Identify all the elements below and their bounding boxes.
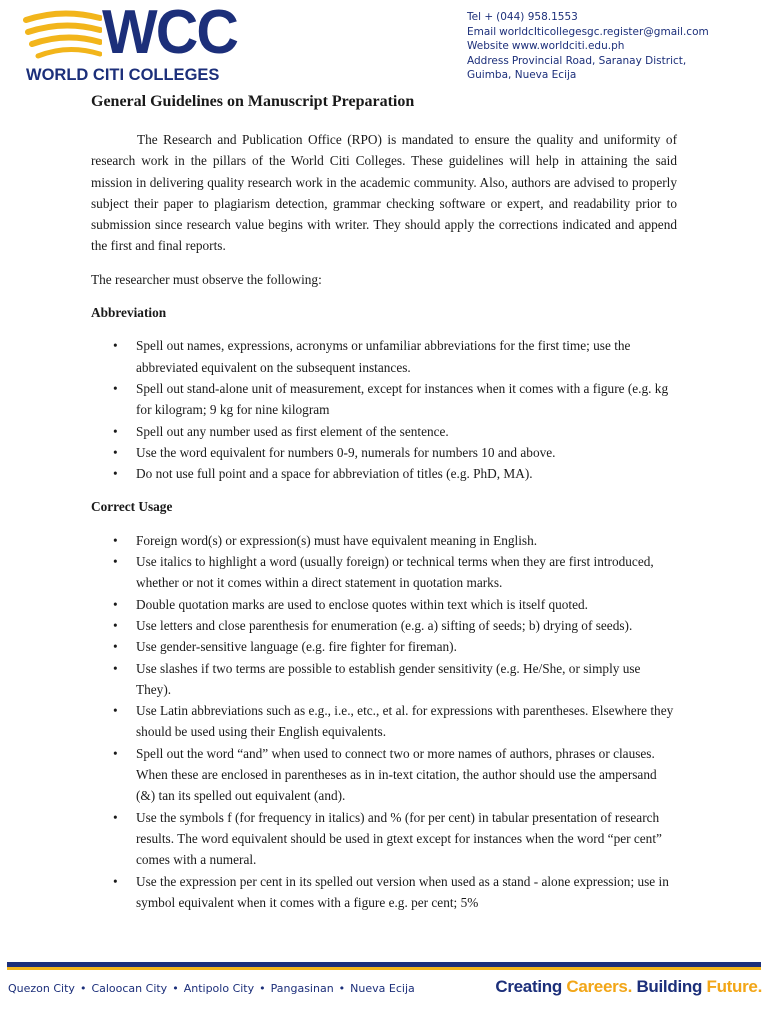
campus-name: Quezon City: [8, 982, 75, 995]
logo-wordmark: WCC: [102, 0, 237, 67]
contact-address-line-2: Guimba, Nueva Ecija: [467, 69, 577, 81]
bullet-separator: •: [338, 982, 346, 995]
section-heading-correct-usage: Correct Usage: [91, 499, 173, 515]
address-label: Address: [467, 54, 509, 67]
college-logo: [22, 0, 262, 88]
footer-campus-list: [8, 982, 415, 995]
list-item: • Spell out stand-alone unit of measurement, except for instances when it comes with a figure (e.g. kg for kilogram; 9 kg for nine kilogram: [91, 378, 677, 421]
contact-block: [467, 10, 757, 83]
college-name: WORLD CITI COLLEGES: [26, 66, 220, 84]
tagline-word: Creating: [495, 977, 562, 996]
document-content: [91, 129, 677, 925]
list-item: • Use the symbols f (for frequency in italics) and % (for per cent) in tabular presentation of research results. The word equivalent should be used in gtext except for instances when the word “per cent” comes with a numeral.: [91, 807, 677, 871]
list-item: • Use italics to highlight a word (usually foreign) or technical terms when they are first introduced, whether or not it comes within a direct statement in quotation marks.: [91, 551, 677, 594]
list-item: • Foreign word(s) or expression(s) must have equivalent meaning in English.: [91, 530, 677, 551]
email-label: Email: [467, 25, 497, 38]
tagline-word: Future.: [706, 977, 762, 996]
abbreviation-list: [91, 335, 677, 484]
email-value[interactable]: worldcIticollegesgc.register@gmail.com: [499, 25, 709, 38]
correct-usage-list: [91, 530, 677, 913]
telephone-label: Tel +: [467, 11, 494, 23]
intro-paragraph: The Research and Publication Office (RPO) is mandated to ensure the quality and uniformity of research work in the pillars of the World Citi Colleges. These guidelines will help in attaining the said mission in delivering quality research work in the academic community. Also, authors are advised to properly subject their paper to plagiarism detection, grammar checking software or expert, and readability prior to submission since research value begins with writer. They should apply the corrections indicated and append the first and final reports.: [91, 132, 677, 254]
document-title: General Guidelines on Manuscript Preparation: [91, 93, 415, 110]
list-item: • Use letters and close parenthesis for enumeration (e.g. a) sifting of seeds; b) drying of seeds).: [91, 615, 677, 636]
list-item: • Use slashes if two terms are possible to establish gender sensitivity (e.g. He/She, or simply use They).: [91, 658, 677, 701]
bullet-separator: •: [259, 982, 266, 995]
tagline-word: Building: [636, 977, 703, 996]
contact-website: [467, 39, 757, 54]
list-item: • Use Latin abbreviations such as e.g., i.e., etc., et al. for expressions with parentheses. Elsewhere they should be used using their English equivalents.: [91, 700, 677, 743]
contact-address: [467, 54, 757, 69]
address-line-1: Provincial Road, Saranay District,: [511, 54, 687, 67]
section-heading-abbreviation: Abbreviation: [91, 305, 167, 321]
lead-sentence: The researcher must observe the following:: [91, 271, 322, 287]
list-item: • Do not use full point and a space for abbreviation of titles (e.g. PhD, MA).: [91, 463, 677, 484]
contact-telephone: [467, 10, 757, 25]
campus-name: Pangasinan: [270, 982, 334, 995]
footer-divider-gold: [7, 967, 761, 970]
list-item: • Spell out the word “and” when used to connect two or more names of authors, phrases or clauses. When these are enclosed in parentheses as in in-text citation, the author should use the ampersand (&) tan its spelled out equivalent (and).: [91, 743, 677, 807]
website-label: Website: [467, 40, 509, 52]
list-item: • Use gender-sensitive language (e.g. fire fighter for fireman).: [91, 636, 677, 657]
list-item: • Spell out any number used as first element of the sentence.: [91, 421, 677, 442]
contact-email: [467, 25, 757, 40]
footer-tagline: [495, 977, 762, 997]
bullet-separator: •: [172, 982, 179, 995]
telephone-value: (044) 958.1553: [496, 11, 578, 23]
list-item: • Double quotation marks are used to enclose quotes within text which is itself quoted.: [91, 594, 677, 615]
logo-swoosh-icon: [22, 10, 102, 62]
campus-name: Nueva Ecija: [350, 982, 415, 995]
list-item: • Spell out names, expressions, acronyms or unfamiliar abbreviations for the first time; use the abbreviated equivalent on the subsequent instances.: [91, 335, 677, 378]
website-link[interactable]: www.worldciti.edu.ph: [511, 40, 625, 52]
campus-name: Caloocan City: [91, 982, 168, 995]
list-item: • Use the word equivalent for numbers 0-9, numerals for numbers 10 and above.: [91, 442, 677, 463]
list-item: • Use the expression per cent in its spelled out version when used as a stand - alone expression; use in symbol equivalent when it comes with a figure e.g. per cent; 5%: [91, 871, 677, 914]
campus-name: Antipolo City: [183, 982, 255, 995]
bullet-separator: •: [79, 982, 87, 995]
tagline-word: Careers.: [566, 977, 633, 996]
